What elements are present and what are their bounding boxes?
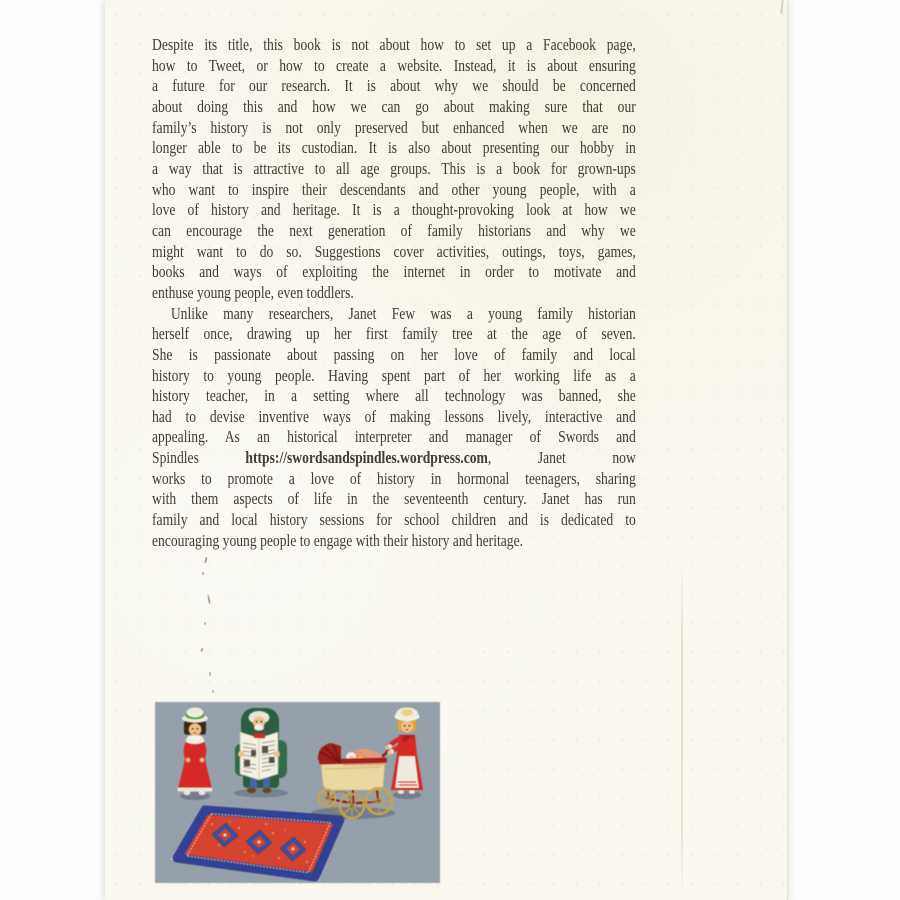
text-line [152, 138, 636, 159]
text-line [152, 427, 636, 448]
text-segment: a future for our research. It is about why we should be concerned [152, 76, 636, 96]
text-segment: had to devise inventive ways of making lessons lively, interactive and [152, 406, 636, 426]
blurb-paragraph-2 [152, 304, 636, 552]
scan-speckle [212, 690, 214, 693]
text-line [152, 35, 636, 56]
text-segment: Unlike many researchers, Janet Few was a young family historian [170, 303, 636, 323]
text-segment: encouraging young people to engage with their history and heritage. [152, 530, 524, 550]
text-line [152, 180, 636, 201]
text-segment: history to young people. Having spent part of her working life as a [152, 365, 636, 385]
text-line [152, 531, 636, 552]
page-crease-line [681, 560, 683, 900]
text-segment: family’s history is not only preserved but enhanced when we are no [152, 117, 636, 137]
text-segment: how to Tweet, or how to create a website. Instead, it is about ensuring [152, 55, 636, 75]
text-segment: works to promote a love of history in hormonal teenagers, sharing [152, 468, 636, 488]
newspaper [238, 732, 280, 780]
pram-wheel [366, 788, 392, 814]
white-apron [395, 756, 419, 788]
text-segment: Spindles [152, 448, 246, 468]
text-line [152, 366, 636, 387]
playmobil-photo-illustration [155, 702, 440, 883]
text-line [152, 448, 636, 469]
text-line [152, 56, 636, 77]
pram-wheel [319, 790, 336, 807]
text-segment: a way that is attractive to all age groups. This is a book for grown-ups [152, 158, 636, 178]
blurb-paragraph-1 [152, 35, 636, 304]
text-line [152, 345, 636, 366]
text-segment: Despite its title, this book is not about how to set up a Facebook page, [152, 35, 636, 54]
text-line [152, 242, 636, 263]
text-line [152, 283, 636, 304]
text-segment: about doing this and how we can go about making sure that our [152, 96, 636, 116]
text-segment: appealing. As an historical interpreter and manager of Swords and [152, 427, 636, 447]
text-line [152, 324, 636, 345]
scan-speckle [209, 672, 211, 676]
text-line [152, 159, 636, 180]
text-segment: books and ways of exploiting the internet in order to motivate and [152, 262, 636, 282]
text-segment: longer able to be its custodian. It is also about presenting our hobby in [152, 138, 636, 158]
text-line [152, 76, 636, 97]
website-url: https://swordsandspindles.wordpress.com [245, 448, 488, 468]
text-segment: love of history and heritage. It is a thought-provoking look at how we [152, 200, 636, 220]
text-line [152, 510, 636, 531]
scan-speckle [204, 622, 206, 625]
text-line [152, 200, 636, 221]
scan-speckle [202, 572, 204, 575]
pram-wheel [340, 794, 364, 818]
text-segment: herself once, drawing up her first family tree at the age of seven. [152, 324, 636, 344]
text-line [152, 97, 636, 118]
text-segment: might want to do so. Suggestions cover activities, outings, toys, games, [152, 241, 636, 261]
text-line [152, 386, 636, 407]
scan-speckle [200, 648, 204, 652]
scan-speckle [207, 595, 211, 604]
text-line [152, 118, 636, 139]
text-line [152, 221, 636, 242]
text-line [152, 262, 636, 283]
text-segment: , Janet now [487, 448, 636, 468]
text-segment: can encourage the next generation of family historians and why we [152, 220, 636, 240]
text-segment: family and local history sessions for school children and is dedicated to [152, 510, 636, 530]
scan-speckle [204, 557, 208, 563]
text-line [152, 489, 636, 510]
text-line [152, 304, 636, 325]
text-line [152, 469, 636, 490]
text-segment: history teacher, in a setting where all technology was banned, she [152, 386, 636, 406]
playmobil-photo [155, 702, 440, 883]
page-edge-mark [780, 0, 783, 14]
text-segment: She is passionate about passing on her love of family and local [152, 344, 636, 364]
text-line [152, 407, 636, 428]
blurb-text [152, 35, 636, 551]
text-segment: with them aspects of life in the seventeenth century. Janet has run [152, 489, 636, 509]
text-segment: enthuse young people, even toddlers. [152, 282, 354, 302]
book-page [105, 0, 788, 900]
text-segment: who want to inspire their descendants and other young people, with a [152, 179, 636, 199]
